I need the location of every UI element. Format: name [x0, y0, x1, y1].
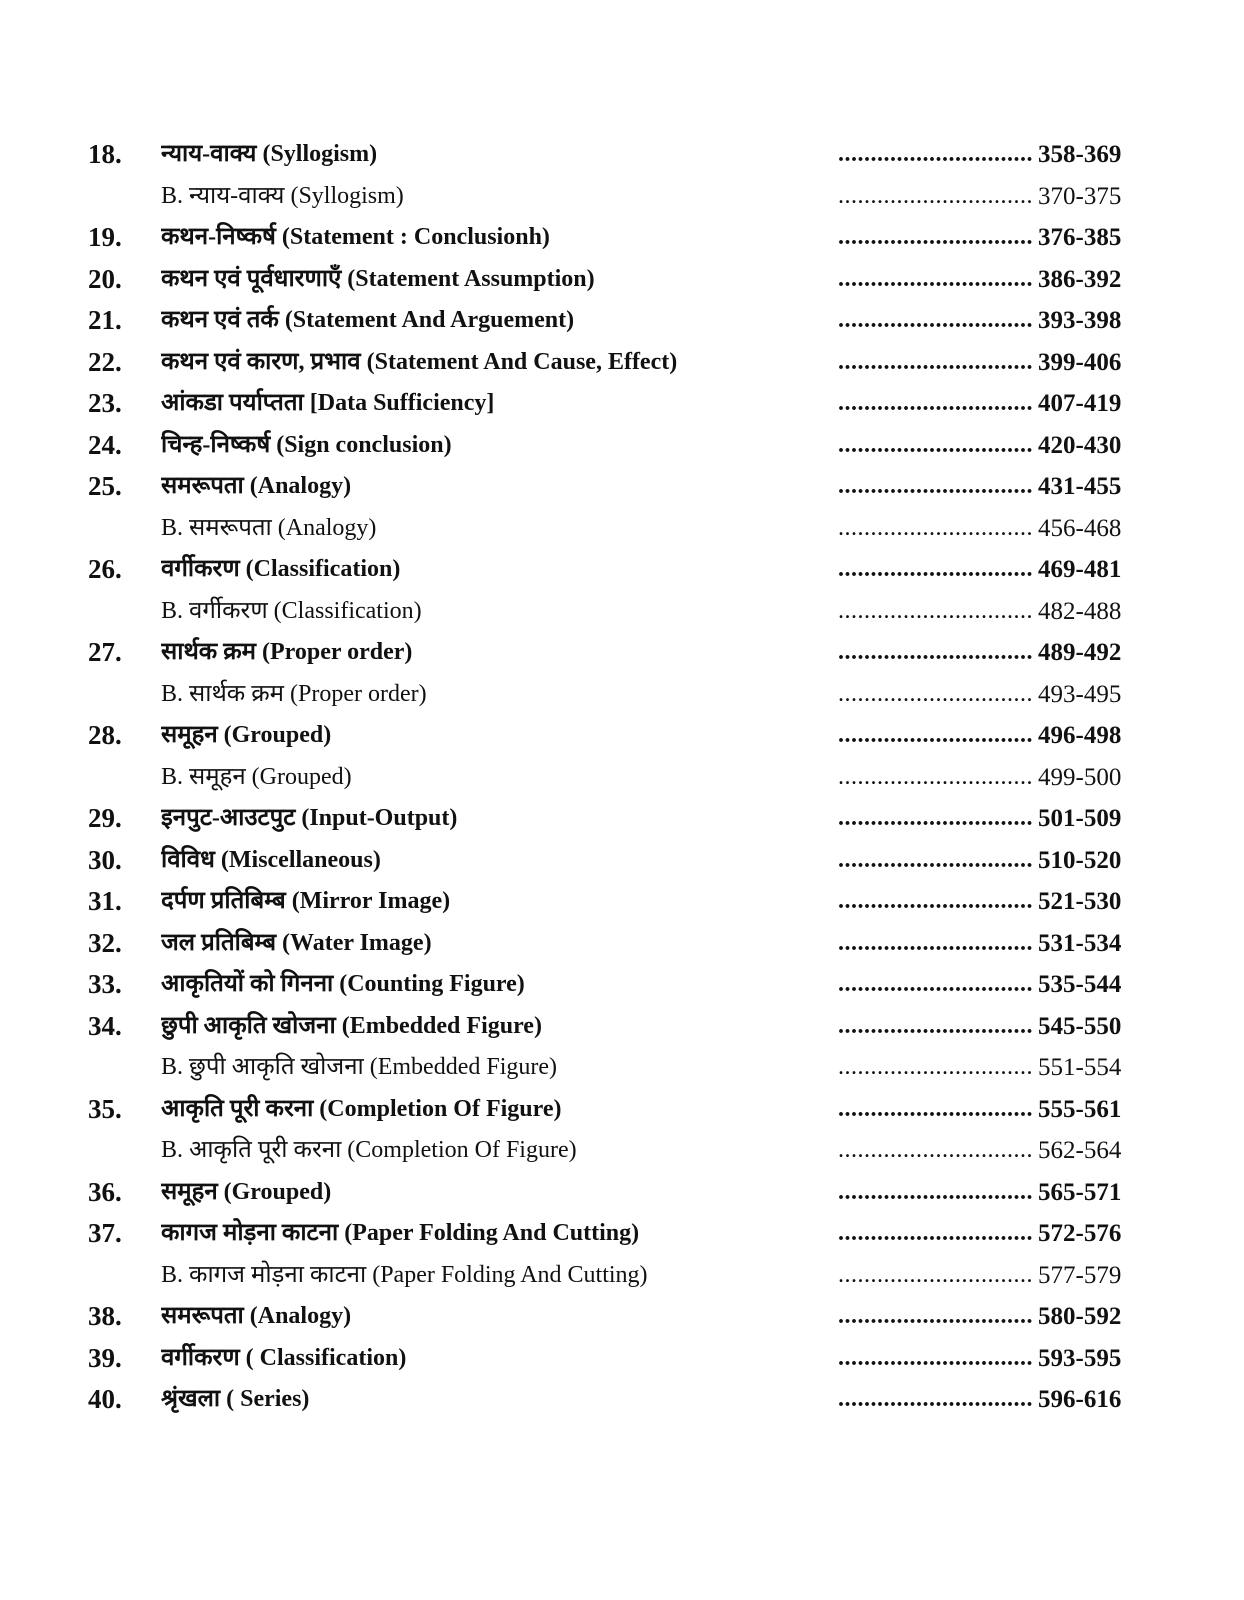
- entry-page-range: 376-385: [1038, 224, 1122, 251]
- toc-entry-26: [88, 549, 1160, 591]
- entry-page-range: 456-468: [1038, 514, 1122, 542]
- entry-page-range: 358-369: [1038, 141, 1122, 168]
- toc-entry-25b: [88, 508, 1160, 550]
- dot-leader: ..............................: [838, 141, 1033, 167]
- dot-leader: ..............................: [838, 971, 1033, 997]
- entry-number: 33.: [88, 969, 122, 999]
- entry-title: B. आकृति पूरी करना (Completion Of Figure): [161, 1137, 577, 1163]
- entry-page-range: 393-398: [1038, 307, 1122, 334]
- dot-leader: ..............................: [838, 1261, 1033, 1288]
- toc-entry-25: [88, 466, 1160, 508]
- entry-number: 27.: [88, 637, 122, 667]
- toc-entry-33: [88, 964, 1160, 1006]
- entry-number: 28.: [88, 720, 122, 750]
- dot-leader: ..............................: [838, 556, 1033, 582]
- toc-entry-37: [88, 1213, 1160, 1255]
- entry-title: समूहन (Grouped): [161, 1178, 332, 1205]
- entry-page-range: 469-481: [1038, 556, 1122, 583]
- entry-page-range: 431-455: [1038, 473, 1122, 500]
- dot-leader: ..............................: [838, 680, 1033, 707]
- toc-entry-29: [88, 798, 1160, 840]
- entry-title: दर्पण प्रतिबिम्ब (Mirror Image): [161, 888, 451, 914]
- entry-page-range: 551-554: [1038, 1054, 1122, 1081]
- toc-entry-31: [88, 881, 1160, 923]
- toc-entry-18: [88, 134, 1160, 176]
- toc-entry-27b: [88, 674, 1160, 716]
- dot-leader: ..............................: [838, 265, 1033, 292]
- entry-page-range: 565-571: [1038, 1178, 1122, 1206]
- entry-title: वर्गीकरण (Classification): [161, 556, 401, 582]
- entry-number: 19.: [88, 222, 122, 252]
- entry-page-range: 499-500: [1038, 763, 1122, 791]
- entry-title: सार्थक क्रम (Proper order): [161, 639, 413, 665]
- toc-entry-37b: [88, 1255, 1160, 1297]
- entry-title: जल प्रतिबिम्ब (Water Image): [161, 929, 432, 956]
- dot-leader: ..............................: [838, 307, 1033, 333]
- entry-number: 18.: [88, 139, 122, 169]
- entry-title: छुपी आकृति खोजना (Embedded Figure): [161, 1012, 542, 1039]
- dot-leader: ..............................: [838, 888, 1033, 914]
- dot-leader: ..............................: [838, 1386, 1033, 1412]
- dot-leader: ..............................: [838, 722, 1033, 748]
- dot-leader: ..............................: [838, 597, 1033, 624]
- entry-page-range: 580-592: [1038, 1303, 1122, 1330]
- toc-entry-34: [88, 1006, 1160, 1048]
- entry-title: चिन्ह-निष्कर्ष (Sign conclusion): [161, 431, 452, 458]
- entry-page-range: 493-495: [1038, 680, 1122, 708]
- toc-entry-34b: [88, 1047, 1160, 1089]
- toc-entry-26b: [88, 591, 1160, 633]
- toc-entry-19: [88, 217, 1160, 259]
- dot-leader: ..............................: [838, 1303, 1033, 1329]
- entry-number: 24.: [88, 429, 122, 460]
- dot-leader: ..............................: [838, 514, 1033, 541]
- entry-number: 37.: [88, 1218, 122, 1248]
- entry-title: इनपुट-आउटपुट (Input-Output): [161, 805, 458, 831]
- entry-page-range: 399-406: [1038, 348, 1122, 376]
- entry-page-range: 593-595: [1038, 1344, 1122, 1372]
- dot-leader: ..............................: [838, 1220, 1033, 1246]
- dot-leader: ..............................: [838, 1012, 1033, 1039]
- dot-leader: ..............................: [838, 1137, 1033, 1163]
- toc-entry-36: [88, 1172, 1160, 1214]
- toc-entry-20: [88, 259, 1160, 301]
- entry-title: वर्गीकरण ( Classification): [161, 1344, 407, 1371]
- dot-leader: ..............................: [838, 805, 1033, 831]
- entry-number: 32.: [88, 927, 122, 958]
- toc-entry-28: [88, 715, 1160, 757]
- entry-title: B. वर्गीकरण (Classification): [161, 597, 422, 624]
- entry-title: आकृतियों को गिनना (Counting Figure): [161, 971, 525, 997]
- dot-leader: ..............................: [838, 763, 1033, 790]
- entry-title: न्याय-वाक्य (Syllogism): [161, 141, 378, 167]
- entry-number: 25.: [88, 471, 122, 501]
- table-of-contents: [88, 134, 1160, 1421]
- entry-number: 39.: [88, 1342, 122, 1373]
- entry-number: 21.: [88, 305, 122, 335]
- entry-title: कागज मोड़ना काटना (Paper Folding And Cutting): [161, 1220, 640, 1246]
- dot-leader: ..............................: [838, 348, 1033, 375]
- toc-entry-23: [88, 383, 1160, 425]
- entry-page-range: 562-564: [1038, 1137, 1122, 1164]
- toc-entry-30: [88, 840, 1160, 882]
- entry-title: B. समरूपता (Analogy): [161, 514, 377, 541]
- dot-leader: ..............................: [838, 1344, 1033, 1371]
- entry-number: 30.: [88, 844, 122, 875]
- dot-leader: ..............................: [838, 473, 1033, 499]
- entry-title: B. कागज मोड़ना काटना (Paper Folding And Cutting): [161, 1261, 648, 1288]
- dot-leader: ..............................: [838, 224, 1033, 250]
- entry-page-range: 489-492: [1038, 639, 1122, 666]
- entry-number: 29.: [88, 803, 122, 833]
- entry-title: आंकडा पर्याप्तता [Data Sufficiency]: [161, 390, 495, 416]
- dot-leader: ..............................: [838, 639, 1033, 665]
- entry-page-range: 420-430: [1038, 431, 1122, 459]
- entry-number: 22.: [88, 346, 122, 377]
- entry-page-range: 501-509: [1038, 805, 1122, 832]
- entry-title: विविध (Miscellaneous): [161, 846, 381, 873]
- toc-entry-21: [88, 300, 1160, 342]
- dot-leader: ..............................: [838, 1178, 1033, 1205]
- entry-title: कथन-निष्कर्ष (Statement : Conclusionh): [161, 224, 550, 250]
- entry-page-range: 521-530: [1038, 888, 1122, 915]
- toc-entry-40: [88, 1379, 1160, 1421]
- entry-page-range: 572-576: [1038, 1220, 1122, 1247]
- entry-page-range: 386-392: [1038, 265, 1122, 293]
- entry-page-range: 555-561: [1038, 1095, 1122, 1123]
- entry-number: 20.: [88, 263, 122, 294]
- dot-leader: ..............................: [838, 1095, 1033, 1122]
- toc-entry-38: [88, 1296, 1160, 1338]
- toc-entry-32: [88, 923, 1160, 965]
- entry-page-range: 510-520: [1038, 846, 1122, 874]
- toc-entry-39: [88, 1338, 1160, 1380]
- entry-title: आकृति पूरी करना (Completion Of Figure): [161, 1095, 562, 1122]
- entry-title: B. न्याय-वाक्य (Syllogism): [161, 182, 404, 209]
- toc-entry-24: [88, 425, 1160, 467]
- toc-entry-18b: [88, 176, 1160, 218]
- entry-number: 34.: [88, 1010, 122, 1041]
- entry-page-range: 596-616: [1038, 1386, 1122, 1413]
- entry-title: B. समूहन (Grouped): [161, 763, 352, 790]
- dot-leader: ..............................: [838, 390, 1033, 416]
- toc-entry-22: [88, 342, 1160, 384]
- toc-entry-28b: [88, 757, 1160, 799]
- entry-title: B. छुपी आकृति खोजना (Embedded Figure): [161, 1054, 558, 1080]
- entry-title: समरूपता (Analogy): [161, 473, 352, 499]
- entry-number: 26.: [88, 554, 122, 584]
- dot-leader: ..............................: [838, 846, 1033, 873]
- dot-leader: ..............................: [838, 929, 1033, 956]
- entry-page-range: 370-375: [1038, 182, 1122, 210]
- entry-number: 31.: [88, 886, 122, 916]
- dot-leader: ..............................: [838, 1054, 1033, 1080]
- dot-leader: ..............................: [838, 182, 1033, 209]
- entry-title: कथन एवं पूर्वधारणाएँ (Statement Assumption): [161, 265, 595, 292]
- entry-page-range: 407-419: [1038, 390, 1122, 417]
- entry-number: 40.: [88, 1384, 122, 1414]
- entry-number: 38.: [88, 1301, 122, 1331]
- entry-title: श्रृंखला ( Series): [161, 1386, 310, 1412]
- entry-title: कथन एवं तर्क (Statement And Arguement): [161, 307, 575, 333]
- entry-title: B. सार्थक क्रम (Proper order): [161, 680, 427, 707]
- toc-entry-35b: [88, 1130, 1160, 1172]
- toc-entry-27: [88, 632, 1160, 674]
- entry-page-range: 482-488: [1038, 597, 1122, 625]
- entry-number: 23.: [88, 388, 122, 418]
- toc-entry-35: [88, 1089, 1160, 1131]
- entry-number: 35.: [88, 1093, 122, 1124]
- entry-page-range: 531-534: [1038, 929, 1122, 957]
- entry-title: समरूपता (Analogy): [161, 1303, 352, 1329]
- entry-page-range: 577-579: [1038, 1261, 1122, 1289]
- dot-leader: ..............................: [838, 431, 1033, 458]
- entry-number: 36.: [88, 1176, 122, 1207]
- entry-page-range: 545-550: [1038, 1012, 1122, 1040]
- entry-title: समूहन (Grouped): [161, 722, 332, 748]
- entry-page-range: 535-544: [1038, 971, 1122, 998]
- entry-title: कथन एवं कारण, प्रभाव (Statement And Cause, Effect): [161, 348, 678, 375]
- entry-page-range: 496-498: [1038, 722, 1122, 749]
